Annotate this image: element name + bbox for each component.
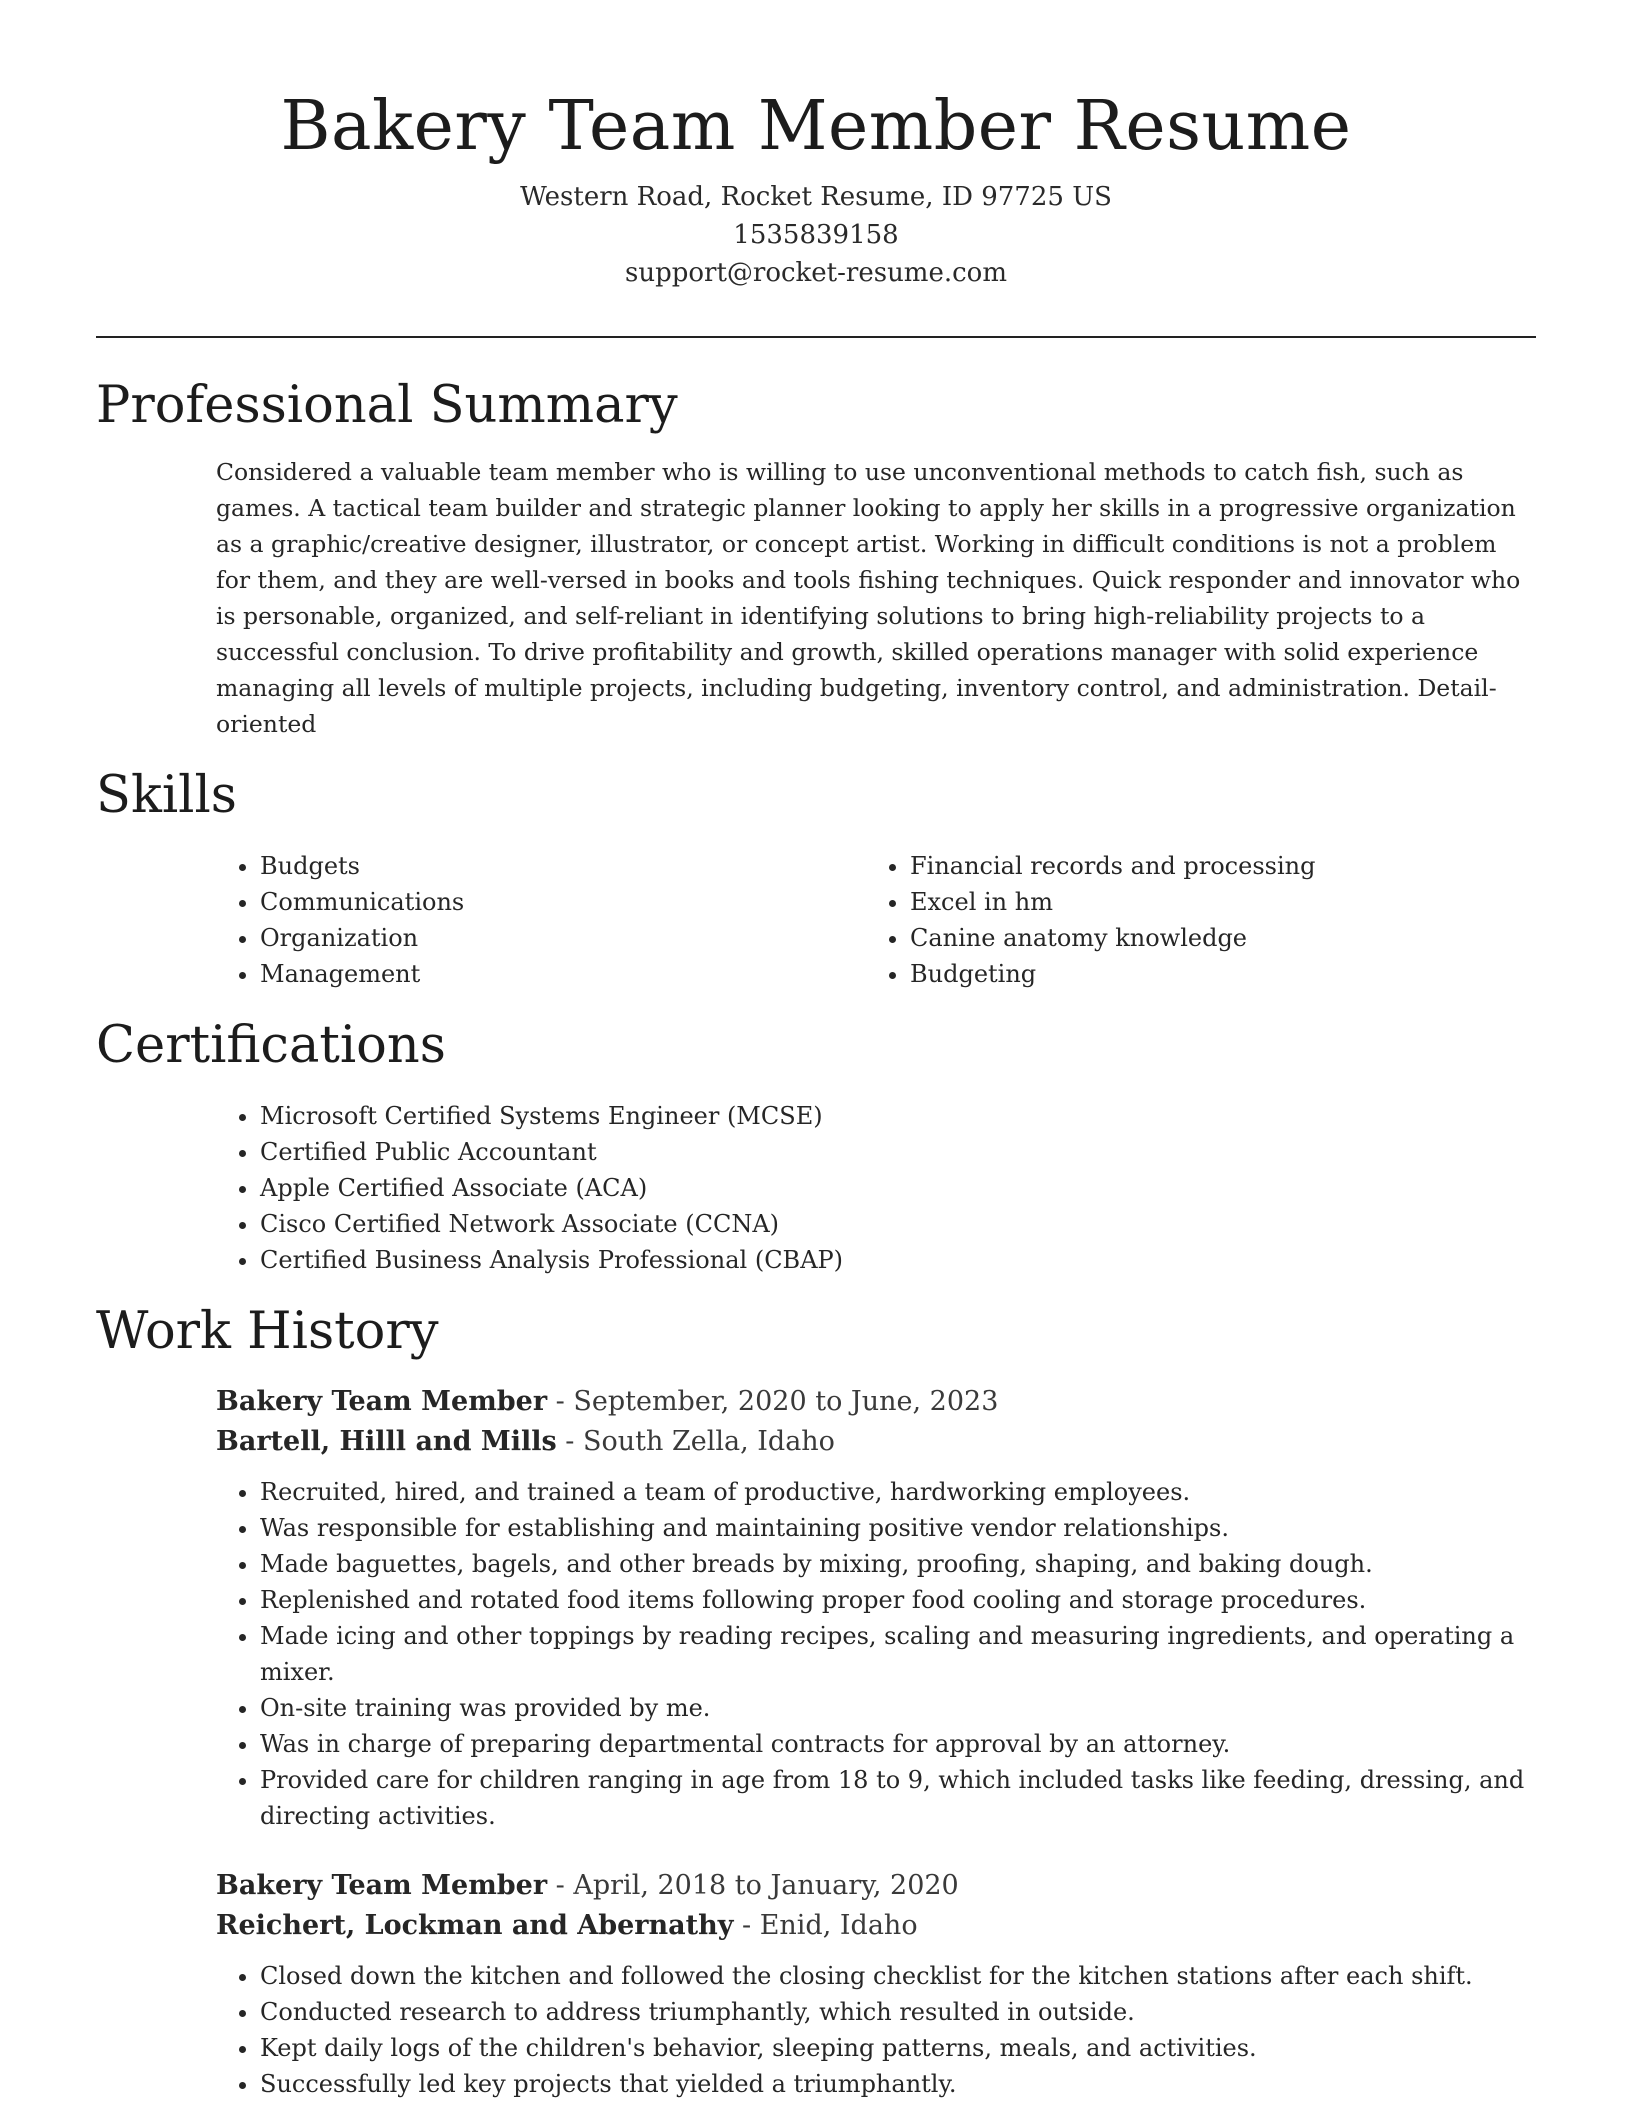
job-position: Bakery Team Member xyxy=(216,1870,548,1901)
job-location: - Enid, Idaho xyxy=(733,1910,918,1941)
certifications-body xyxy=(216,1098,1536,1278)
certification-item: • Apple Certified Associate (ACA) xyxy=(260,1170,1536,1206)
work-history-heading: Work History xyxy=(96,1302,439,1361)
job-duty-item: • Made baguettes, bagels, and other breads by mixing, proofing, shaping, and baking dough. xyxy=(260,1546,1536,1582)
skill-item: • Canine anatomy knowledge xyxy=(910,920,1516,956)
job-duty-item: • Was in charge of preparing departmental contracts for approval by an attorney. xyxy=(260,1726,1536,1762)
job-duty-item: • Made icing and other toppings by reading recipes, scaling and measuring ingredients, and operating a mixer. xyxy=(260,1618,1536,1690)
job-position: Bakery Team Member xyxy=(216,1386,548,1417)
job-company: Reichert, Lockman and Abernathy xyxy=(216,1910,734,1941)
summary-section xyxy=(96,374,1536,742)
skill-item: • Management xyxy=(260,956,866,992)
job-duty-item: • Kept daily logs of the children's behavior, sleeping patterns, meals, and activities. xyxy=(260,2030,1536,2066)
skills-heading: Skills xyxy=(96,766,237,825)
job-dates: - April, 2018 to January, 2020 xyxy=(547,1870,959,1901)
contact-phone: 1535839158 xyxy=(733,220,899,250)
job-duty-item: • Replenished and rotated food items following proper food cooling and storage procedures. xyxy=(260,1582,1536,1618)
job-duties-list xyxy=(216,1474,1536,1834)
job-duty-item: • On-site training was provided by me. xyxy=(260,1690,1536,1726)
job-company-line xyxy=(216,1422,1536,1462)
job-duty-item: • Closed down the kitchen and followed the closing checklist for the kitchen stations after each shift. xyxy=(260,1958,1536,1994)
job-title-line xyxy=(216,1866,1536,1906)
job-title-line xyxy=(216,1382,1536,1422)
contact-block xyxy=(96,178,1536,292)
skills-column-left xyxy=(216,848,866,992)
certification-item: • Certified Public Accountant xyxy=(260,1134,1536,1170)
resume-title: Bakery Team Member Resume xyxy=(280,87,1352,166)
skill-item: • Financial records and processing xyxy=(910,848,1516,884)
skills-list-left xyxy=(216,848,866,992)
resume-header xyxy=(96,0,1536,292)
skills-grid xyxy=(216,848,1536,992)
job-duties-list xyxy=(216,1958,1536,2102)
skill-item: • Organization xyxy=(260,920,866,956)
skill-item: • Budgets xyxy=(260,848,866,884)
job-dates: - September, 2020 to June, 2023 xyxy=(547,1386,999,1417)
job-duty-item: • Provided care for children ranging in age from 18 to 9, which included tasks like feeding, dressing, and directing activities. xyxy=(260,1762,1536,1834)
job-duty-item: • Was responsible for establishing and maintaining positive vendor relationships. xyxy=(260,1510,1536,1546)
skill-item: • Excel in hm xyxy=(910,884,1516,920)
skills-list-right xyxy=(866,848,1516,992)
job-company: Bartell, Hilll and Mills xyxy=(216,1426,557,1457)
job-duty-item: • Successfully led key projects that yielded a triumphantly. xyxy=(260,2066,1536,2102)
certifications-heading: Certifications xyxy=(96,1016,446,1075)
skills-section xyxy=(96,764,1536,992)
certification-item: • Microsoft Certified Systems Engineer (MCSE) xyxy=(260,1098,1536,1134)
certifications-list xyxy=(216,1098,1536,1278)
summary-text: Considered a valuable team member who is willing to use unconventional methods to catch fish, such as games. A tactical team builder and strategic planner looking to apply her skills in a progressive organization as a graphic/creative designer, illustrator, or concept artist. Working in difficult conditions is not a problem for them, and they are well-versed in books and tools fishing techniques. Quick responder and innovator who is personable, organized, and self-reliant in identifying solutions to bring high-reliability projects to a successful conclusion. To drive profitability and growth, skilled operations manager with solid experience managing all levels of multiple projects, including budgeting, inventory control, and administration. Detail-oriented xyxy=(216,458,1521,738)
certifications-section xyxy=(96,1014,1536,1278)
contact-address: Western Road, Rocket Resume, ID 97725 US xyxy=(520,182,1112,212)
job-duty-item: • Conducted research to address triumphantly, which resulted in outside. xyxy=(260,1994,1536,2030)
job-company-line xyxy=(216,1906,1536,1946)
work-history-section xyxy=(96,1300,1536,2102)
resume-page xyxy=(96,0,1536,2102)
skill-item: • Budgeting xyxy=(910,956,1516,992)
certification-item: • Cisco Certified Network Associate (CCNA) xyxy=(260,1206,1536,1242)
job-duty-item: • Recruited, hired, and trained a team of productive, hardworking employees. xyxy=(260,1474,1536,1510)
summary-heading: Professional Summary xyxy=(96,376,678,435)
contact-email: support@rocket-resume.com xyxy=(624,258,1007,288)
header-divider xyxy=(96,336,1536,338)
job-entry xyxy=(216,1382,1536,1834)
certification-item: • Certified Business Analysis Professional (CBAP) xyxy=(260,1242,1536,1278)
job-entry xyxy=(216,1866,1536,2102)
job-location: - South Zella, Idaho xyxy=(556,1426,835,1457)
skills-column-right xyxy=(866,848,1516,992)
skill-item: • Communications xyxy=(260,884,866,920)
